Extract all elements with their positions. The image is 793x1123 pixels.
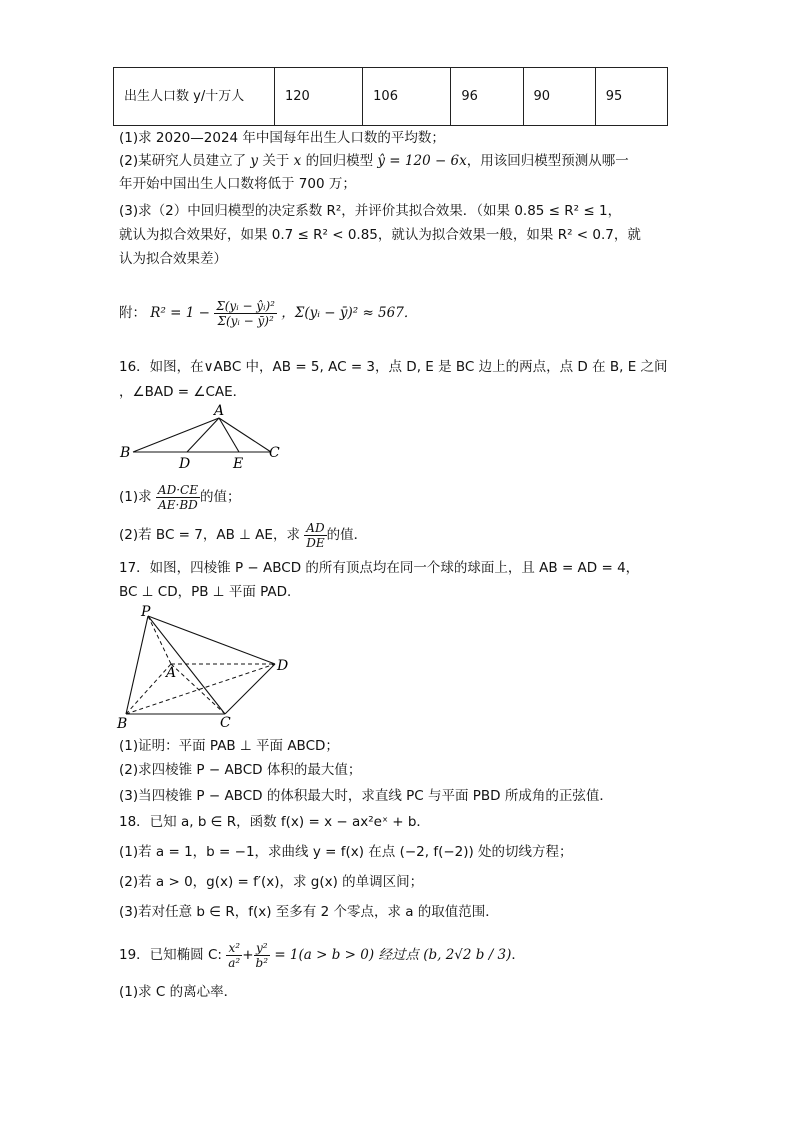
ellipse-y-fraction	[254, 941, 271, 970]
vertex-label-A: A	[214, 403, 225, 419]
q15-part3-cont1: 就认为拟合效果好，如果 0.7 ≤ R² < 0.85，就认为拟合效果一般，如果 R² < 0.7，就	[119, 227, 641, 243]
q15-part2-text-a: (2)某研究人员建立了	[119, 153, 251, 169]
table-header-cell: 出生人口数 y/十万人	[114, 68, 275, 126]
vertex-label-E: E	[233, 456, 244, 472]
q19-stem-text-b: = 1(a > b > 0) 经过点	[270, 947, 424, 963]
table-cell: 106	[363, 68, 451, 126]
vertex-label-P: P	[141, 604, 151, 620]
fraction-denominator: Σ(yᵢ − ȳ)²	[217, 313, 274, 328]
table-cell: 120	[275, 68, 363, 126]
q18-stem: 18．已知 a, b ∈ R，函数 f(x) = x − ax²eˣ + b．	[119, 814, 430, 830]
q16-part2-text-b: 的值．	[326, 527, 368, 543]
fraction-denominator: b²	[255, 955, 269, 970]
vertex-label-B: B	[117, 716, 128, 732]
vertex-label-D: D	[277, 658, 289, 674]
triangle-figure	[115, 400, 285, 472]
q15-part2-text-c: 的回归模型	[305, 153, 374, 169]
appendix-label: 附：	[119, 305, 146, 321]
q19-stem-text-c: ．	[511, 947, 525, 963]
table-cell: 90	[523, 68, 595, 126]
q15-part1: (1)求 2020—2024 年中国每年出生人口数的平均数；	[119, 130, 445, 146]
q17-part2: (2)求四棱锥 P − ABCD 体积的最大值；	[119, 762, 362, 778]
q15-appendix	[119, 296, 417, 330]
q17-part3: (3)当四棱锥 P − ABCD 的体积最大时，求直线 PC 与平面 PBD 所成角的正弦值．	[119, 788, 613, 804]
q15-part2-cont: 年开始中国出生人口数将低于 700 万；	[119, 176, 356, 192]
q17-stem: 17．如图，四棱锥 P − ABCD 的所有顶点均在同一个球的球面上，且 AB = AD = 4，	[119, 560, 640, 576]
regression-model: ŷ = 120 − 6x	[377, 153, 467, 169]
q17-part1: (1)证明：平面 PAB ⊥ 平面 ABCD；	[119, 738, 339, 754]
q15-part3: (3)求（2）中回归模型的决定系数 R²，并评价其拟合效果．（如果 0.85 ≤ R² ≤ 1，	[119, 203, 622, 219]
vertex-label-C: C	[220, 715, 231, 731]
q16-part1-text-a: (1)求	[119, 489, 152, 505]
fraction-denominator: AE·BD	[158, 497, 198, 512]
r-squared-fraction	[214, 299, 277, 328]
q19-stem-text-a: 19．已知椭圆 C:	[119, 947, 227, 963]
vertex-label-C: C	[269, 445, 280, 461]
fraction-numerator: Σ(yᵢ − ŷᵢ)²	[216, 298, 275, 313]
appendix-formula: R² = 1 −	[150, 305, 215, 321]
table-row	[114, 68, 668, 126]
q18-part3: (3)若对任意 b ∈ R，f(x) 至多有 2 个零点，求 a 的取值范围．	[119, 904, 499, 920]
fraction-numerator: AD·CE	[157, 482, 198, 497]
ellipse-point: (b, 2√2 b / 3)	[423, 947, 512, 963]
q16-part2	[119, 516, 367, 554]
q15-part2-text-d: ，用该回归模型预测从哪一	[466, 153, 629, 169]
fraction-denominator: DE	[306, 535, 325, 550]
table-cell: 95	[595, 68, 667, 126]
pyramid-figure	[113, 604, 298, 734]
q15-part3-cont2: 认为拟合效果差）	[119, 251, 227, 267]
fraction-numerator: AD	[304, 521, 326, 536]
q15-part2: (2)某研究人员建立了 y 关于 x 的回归模型 ŷ = 120 − 6x，用该回归模型预测从哪一	[119, 153, 629, 169]
data-table	[113, 67, 668, 126]
q15-part2-text-b: 关于	[262, 153, 294, 169]
vertex-label-B: B	[120, 445, 131, 461]
appendix-sum: ，Σ(yᵢ − ȳ)² ≈ 567．	[281, 305, 418, 321]
vertex-label-D: D	[179, 456, 191, 472]
q16-part2-fraction	[304, 521, 326, 550]
q16-part2-text-a: (2)若 BC = 7，AB ⊥ AE，求	[119, 527, 300, 543]
q16-stem-cont: ，∠BAD = ∠CAE．	[119, 384, 247, 400]
q17-stem-cont: BC ⊥ CD，PB ⊥ 平面 PAD．	[119, 584, 301, 600]
q19-part1: (1)求 C 的离心率．	[119, 984, 238, 1000]
q19-stem: 19．已知椭圆 C: $\frac{\text{x²}}{\text{a²}}$ + $\frac{\text{y²}}{\text{b²}}$ = 1(a > b > 0) 经过点 (b, 2√2 b / 3)．	[119, 940, 525, 970]
fraction-numerator: y²	[254, 941, 271, 956]
q16-part1-fraction	[156, 483, 200, 512]
q18-part2: (2)若 a > 0，g(x) = f′(x)，求 g(x) 的单调区间；	[119, 874, 424, 890]
q18-part1: (1)若 a = 1，b = −1，求曲线 y = f(x) 在点 (−2, f(−2)) 处的切线方程；	[119, 844, 573, 860]
table-cell: 96	[451, 68, 523, 126]
ellipse-x-fraction	[226, 941, 242, 970]
q16-part1-text-b: 的值；	[199, 489, 241, 505]
fraction-denominator: a²	[228, 955, 241, 970]
fraction-numerator: x²	[226, 941, 242, 956]
q16-part1	[119, 478, 240, 516]
q16-stem: 16．如图，在∨ABC 中，AB = 5, AC = 3，点 D, E 是 BC 边上的两点，点 D 在 B, E 之间	[119, 359, 668, 375]
vertex-label-A: A	[166, 665, 177, 681]
